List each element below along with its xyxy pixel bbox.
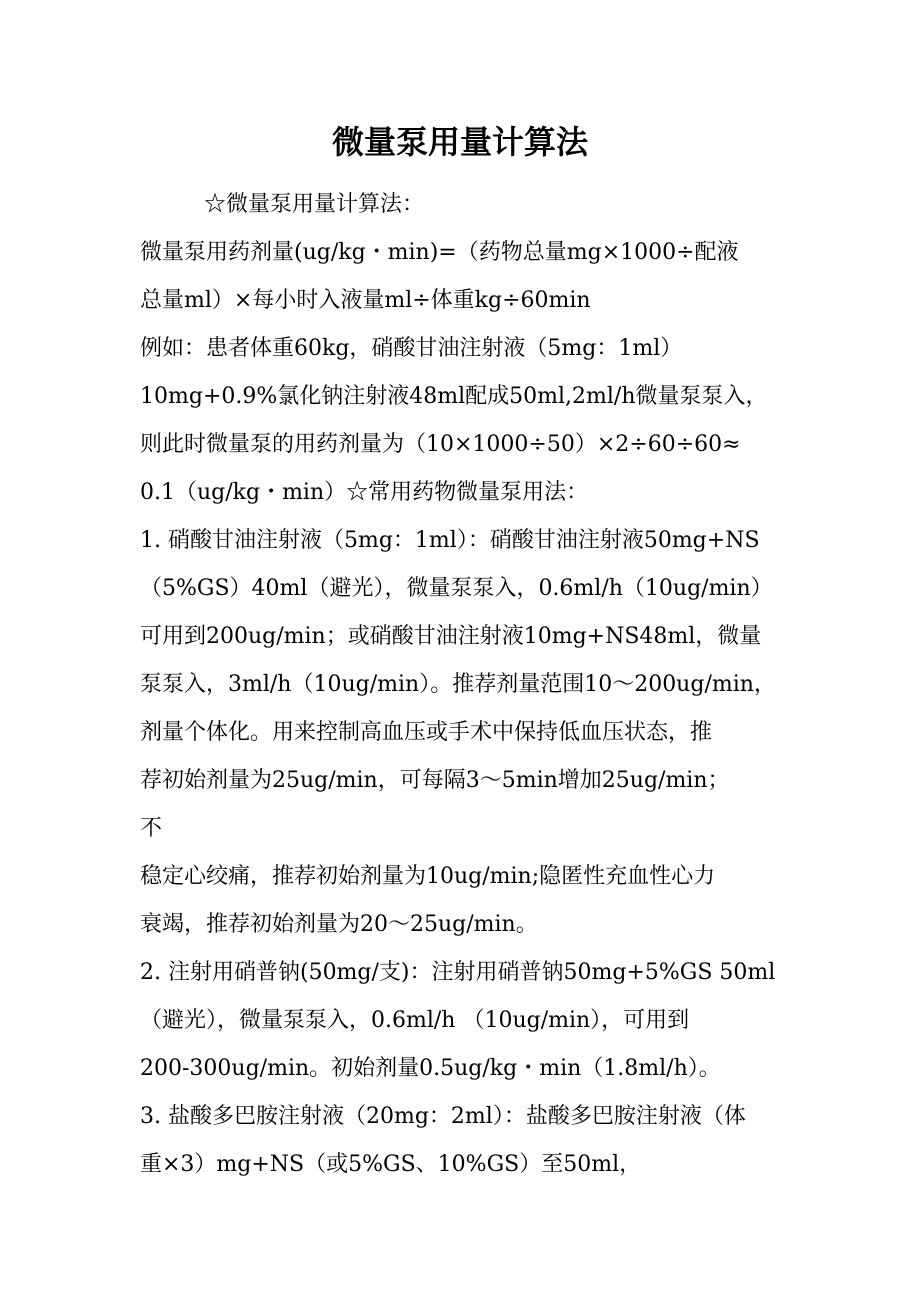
paragraph-line: 则此时微量泵的用药剂量为（10×1000÷50）×2÷60÷60≈: [140, 432, 741, 457]
paragraph-line: 微量泵用药剂量(ug/kg・min)=（药物总量mg×1000÷配液: [140, 240, 739, 265]
paragraph-line: 0.1（ug/kg・min）☆常用药物微量泵用法：: [140, 480, 589, 505]
paragraph-line: 200-300ug/min。初始剂量0.5ug/kg・min（1.8ml/h）。: [140, 1056, 721, 1081]
paragraph-line: 重×3）mg+NS（或5%GS、10%GS）至50ml，: [140, 1152, 642, 1177]
paragraph-line: 2. 注射用硝普钠(50mg/支)：注射用硝普钠50mg+5%GS 50ml: [140, 960, 776, 985]
paragraph-line: 总量ml）×每小时入液量ml÷体重kg÷60min: [140, 288, 591, 313]
paragraph-line: （避光），微量泵泵入，0.6ml/h （10ug/min），可用到: [140, 1008, 690, 1033]
paragraph-line: 衰竭，推荐初始剂量为20～25ug/min。: [140, 912, 538, 937]
paragraph-line: （5%GS）40ml（避光），微量泵泵入，0.6ml/h（10ug/min）: [140, 576, 773, 601]
paragraph-line: 可用到200ug/min；或硝酸甘油注射液10mg+NS48ml，微量: [140, 624, 762, 649]
paragraph-line: 不: [140, 816, 163, 841]
paragraph-line: 剂量个体化。用来控制高血压或手术中保持低血压状态，推: [140, 720, 713, 745]
section-heading: ☆微量泵用量计算法：: [204, 192, 425, 217]
paragraph-line: 例如：患者体重60kg，硝酸甘油注射液（5mg：1ml）: [140, 336, 683, 361]
paragraph-line: 稳定心绞痛，推荐初始剂量为10ug/min;隐匿性充血性心力: [140, 864, 716, 889]
paragraph-line: 泵泵入，3ml/h（10ug/min）。推荐剂量范围10～200ug/min，: [140, 672, 776, 697]
paragraph-line: 10mg+0.9%氯化钠注射液48ml配成50ml,2ml/h微量泵泵入，: [140, 384, 768, 409]
document-body: [140, 181, 800, 1189]
paragraph-line: 3. 盐酸多巴胺注射液（20mg：2ml）：盐酸多巴胺注射液（体: [140, 1104, 746, 1129]
page-title: 微量泵用量计算法: [331, 123, 588, 161]
paragraph-line: 1. 硝酸甘油注射液（5mg：1ml）：硝酸甘油注射液50mg+NS: [140, 528, 760, 553]
paragraph-line: 荐初始剂量为25ug/min，可每隔3～5min增加25ug/min；: [140, 768, 730, 793]
